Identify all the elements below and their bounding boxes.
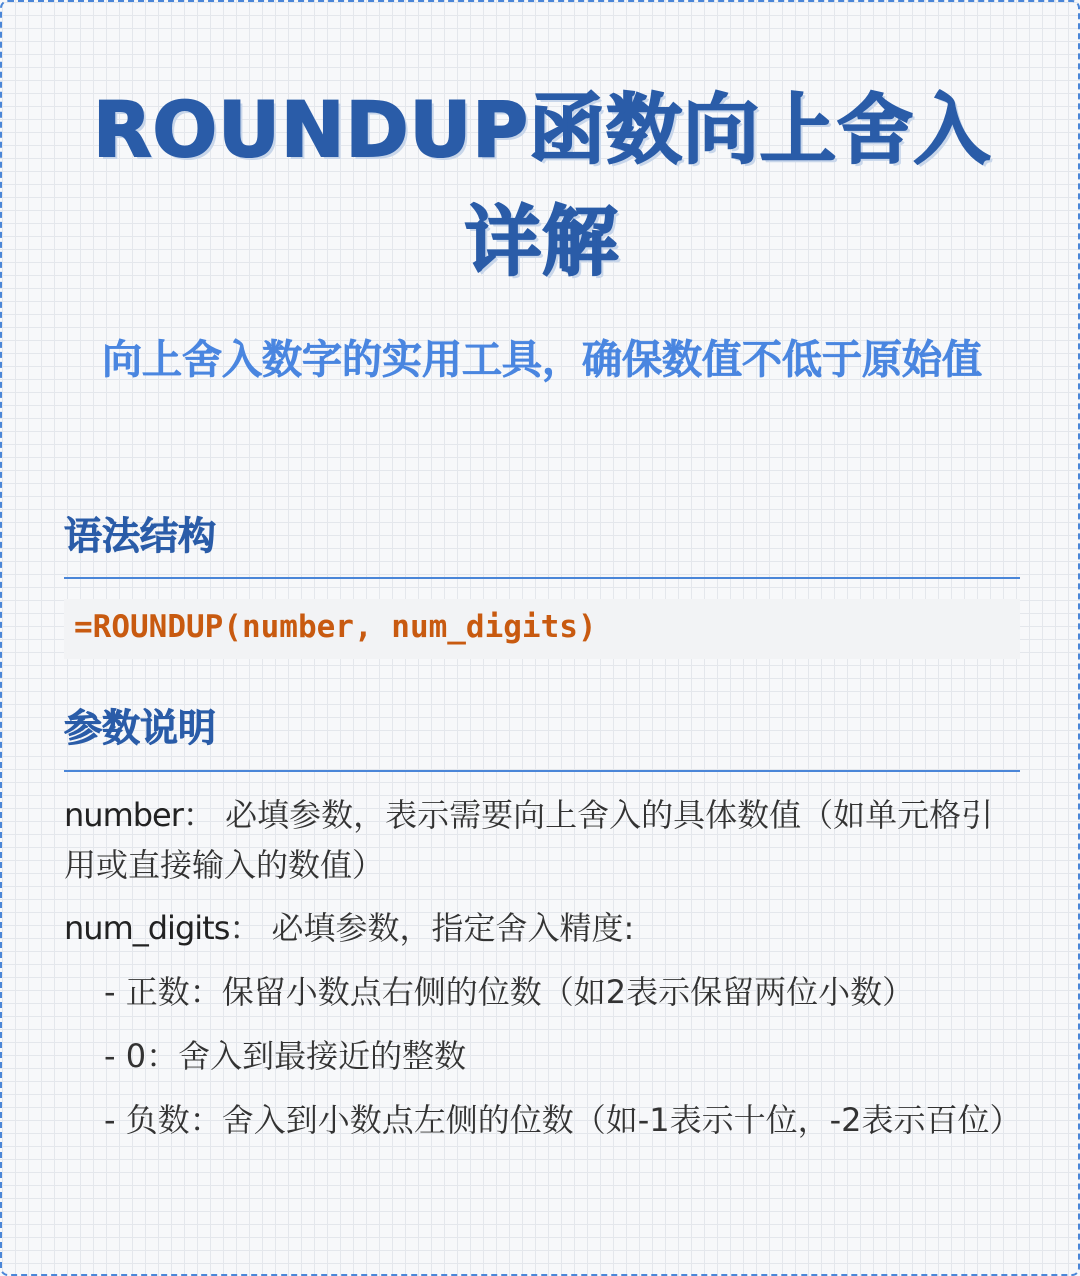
syntax-heading: 语法结构 <box>64 514 217 558</box>
param-num-digits-description: 必填参数，指定舍入精度: <box>271 909 635 947</box>
param-num-digits <box>64 903 1004 953</box>
syntax-code-block <box>64 599 1020 659</box>
param-number <box>64 790 1004 890</box>
page-title: ROUNDUP函数向上舍入详解 <box>93 85 991 286</box>
param-num-digits-separator: ： <box>229 909 272 947</box>
params-divider <box>64 770 1020 772</box>
syntax-divider <box>64 577 1020 579</box>
page-subtitle: 向上舍入数字的实用工具，确保数值不低于原始值 <box>102 337 982 383</box>
param-number-separator: ： <box>182 796 226 834</box>
param-number-name: number <box>64 796 183 834</box>
syntax-code: =ROUNDUP(number, num_digits) <box>74 609 597 645</box>
list-item-positive: - 正数：保留小数点右侧的位数（如2表示保留两位小数） <box>104 973 915 1011</box>
params-heading: 参数说明 <box>64 706 217 750</box>
list-item-negative: - 负数：舍入到小数点左侧的位数（如-1表示十位，-2表示百位） <box>104 1101 1022 1139</box>
list-item-zero: - 0：舍入到最接近的整数 <box>104 1037 467 1075</box>
param-num-digits-name: num_digits <box>64 909 230 947</box>
param-number-description: 必填参数，表示需要向上舍入的具体数值（如单元格引用或直接输入的数值） <box>64 796 994 884</box>
